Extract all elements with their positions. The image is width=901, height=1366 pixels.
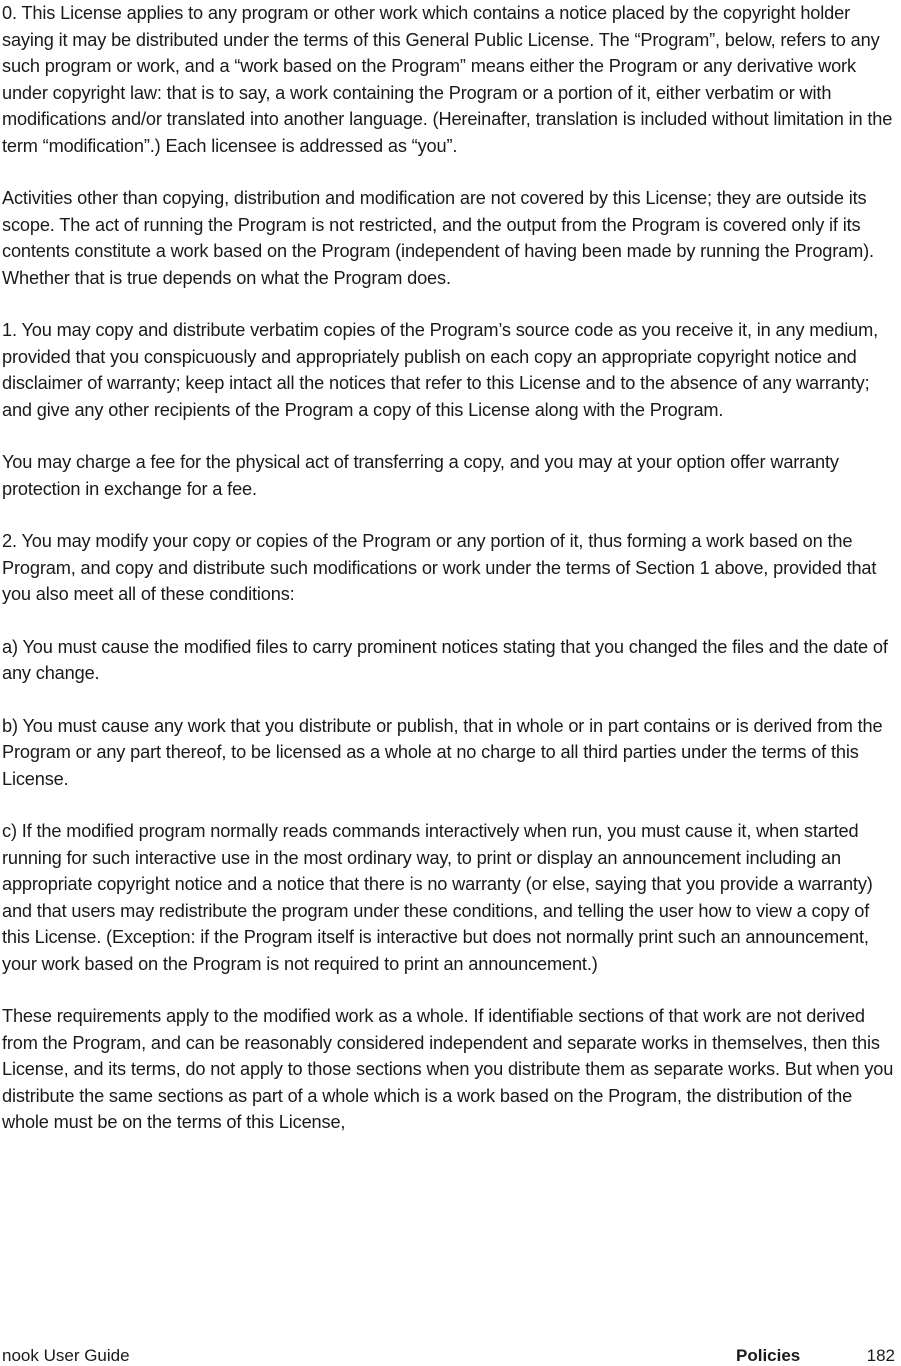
document-body [2,0,899,1162]
paragraph-requirements: These requirements apply to the modified work as a whole. If identifiable sections of that work are not derived from the Program, and can be reasonably considered independent and separate works in themselves, then this License, and its terms, do not apply to those sections when you distribute them as separate works. But when you distribute the same sections as part of a whole which is a work based on the Program, the distribution of the whole must be on the terms of this License, [2,1006,894,1132]
footer-section-name: Policies [736,1346,801,1365]
paragraph-section-2: 2. You may modify your copy or copies of the Program or any portion of it, thus forming a work based on the Program, and copy and distribute such modifications or work under the terms of Section 1 above, provided that you also meet all of these conditions: [2,531,877,604]
paragraph-activities: Activities other than copying, distribution and modification are not covered by this License; they are outside its scope. The act of running the Program is not restricted, and the output from the Program is covered only if its contents constitute a work based on the Program (independent of having been made by running the Program). Whether that is true depends on what the Program does. [2,188,874,288]
footer-page-number: 182 [866,1346,895,1365]
paragraph-section-0: 0. This License applies to any program or other work which contains a notice placed by the copyright holder saying it may be distributed under the terms of this General Public License. The “Program”, below, refers to any such program or work, and a “work based on the Program” means either the Program or any derivative work under copyright law: that is to say, a work containing the Program or a portion of it, either verbatim or with modifications and/or translated into another language. (Hereinafter, translation is included without limitation in the term “modification”.) Each licensee is addressed as “you”. [2,3,893,156]
paragraph-condition-c: c) If the modified program normally reads commands interactively when run, you must cause it, when started running for such interactive use in the most ordinary way, to print or display an announcement including an appropriate copyright notice and a notice that there is no warranty (or else, saying that you provide a warranty) and that users may redistribute the program under these conditions, and telling the user how to view a copy of this License. (Exception: if the Program itself is interactive but does not normally print such an announcement, your work based on the Program is not required to print an announcement.) [2,821,873,974]
paragraph-condition-a: a) You must cause the modified files to carry prominent notices stating that you changed the files and the date of any change. [2,636,888,683]
paragraph-section-1: 1. You may copy and distribute verbatim copies of the Program’s source code as you receive it, in any medium, provided that you conspicuously and appropriately publish on each copy an appropriate copyright notice and disclaimer of warranty; keep intact all the notices that refer to this License and to the absence of any warranty; and give any other recipients of the Program a copy of this License along with the Program. [2,320,878,420]
footer-guide-title: nook User Guide [2,1346,130,1365]
paragraph-condition-b: b) You must cause any work that you distribute or publish, that in whole or in part contains or is derived from the Program or any part thereof, to be licensed as a whole at no charge to all third parties under the terms of this License. [2,715,883,789]
page-footer [2,1346,897,1366]
paragraph-fee: You may charge a fee for the physical act of transferring a copy, and you may at your option offer warranty protection in exchange for a fee. [2,452,839,499]
